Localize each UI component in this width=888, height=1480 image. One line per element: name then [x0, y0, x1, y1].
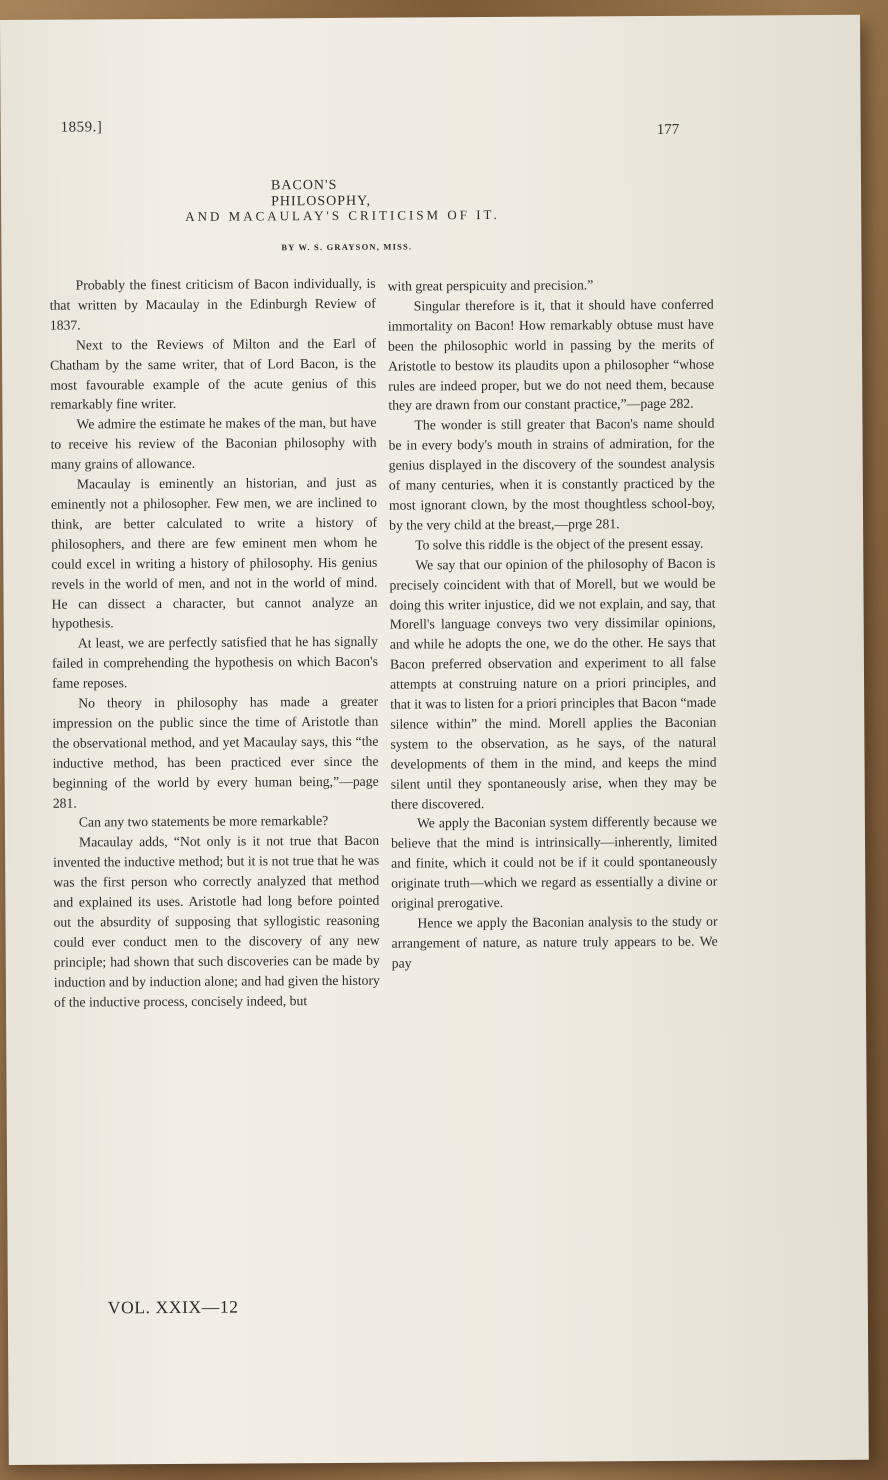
- paragraph: Singular therefore is it, that it should have conferred immortality on Bacon! How remarkably obtuse must have been the philosophic world in passing by the merits of Aristotle to bestow its plaudits upon a philosopher “whose rules are indeed proper, but we do not need them, because they are drawn from our constant practice,”—page 282.: [387, 296, 715, 414]
- paragraph: Can any two statements be more remarkable?: [78, 813, 329, 831]
- article-byline: BY W. S. GRAYSON, MISS.: [281, 241, 413, 253]
- paragraph: Macaulay adds, “Not only is it not true that Bacon invented the inductive method; but it is not true that he was was the first person who correctly analyzed that method and explained its uses. Aristotle had long before pointed out the absurdity of supposing that syllogistic reasoning could ever conduct men to the discovery of any new principle; had shown that such discoveries can be made by induction and by induction alone; and had given the history of the inductive process, concisely indeed, but: [53, 833, 380, 1010]
- paragraph: No theory in philosophy has made a greater impression on the public since the time of Aristotle than the observational method, and yet Macaulay says, this “the inductive method, has been practiced ever since the beginning of the world by every human being,”—page 281.: [52, 693, 379, 811]
- article-subtitle: AND MACAULAY'S CRITICISM OF IT.: [185, 206, 500, 224]
- paragraph: Macaulay is eminently an historian, and just as eminently not a philosopher. Few men, we are inclined to think, are better calculated to write a history of philosophers, and there are few eminent men whom he could excel in writing a history of philosophy. His genius revels in the world of men, and not in the world of mind. He can dissect a character, but cannot analyze an hypothesis.: [50, 474, 378, 632]
- page-number: 177: [656, 121, 680, 138]
- right-column: [388, 275, 718, 974]
- article-title: BACON'S PHILOSOPHY,: [270, 177, 371, 210]
- volume-signature: VOL. XXIX—12: [107, 1296, 239, 1318]
- paragraph: Probably the finest criticism of Bacon individually, is that written by Macaulay in the Edinburgh Review of 1837.: [49, 275, 376, 333]
- printed-page: [0, 15, 869, 1465]
- paragraph: At least, we are perfectly satisfied that he has signally failed in comprehending the hypothesis on which Bacon's fame reposes.: [51, 634, 378, 691]
- left-column: [50, 274, 380, 1013]
- paragraph: We say that our opinion of the philosophy of Bacon is precisely coincident with that of Morell, but we would be doing this writer injustice, did we not explain, and say, that Morell's language conveys two very dissimilar opinions, and while he adopts the one, we do the other. He says that Bacon preferred observation and experiment to all false attempts at construing nature on a priori principles, and that it was to listen for a priori principles that Bacon “made silence within” the mind. Morell applies the Baconian system to the observation, as he says, of the natural developments of them in the mind, and keeps the mind silent until they spontaneously arise, when they may be there discovered.: [389, 555, 717, 812]
- paragraph: To solve this riddle is the object of the present essay.: [415, 535, 704, 553]
- paragraph: Hence we apply the Baconian analysis to the study or arrangement of nature, as nature truly appears to be. We pay: [391, 913, 718, 971]
- paragraph: Next to the Reviews of Milton and the Earl of Chatham by the same writer, that of Lord Bacon, is the most favourable example of the acute genius of this remarkably fine writer.: [50, 335, 377, 413]
- paragraph: with great perspicuity and precision.”: [387, 277, 594, 294]
- paragraph: We apply the Baconian system differently because we believe that the mind is intrinsically—inherently, limited and finite, which it could not be if it could spontaneously originate truth—which we regard as essentially a divine or original prerogative.: [390, 814, 718, 911]
- paragraph: The wonder is still greater that Bacon's name should be in every body's mouth in strains of admiration, for the genius displayed in the discovery of the soundest analysis of many centuries, when it is constantly practiced by the most ignorant clown, by the most thoughtless school-boy, by the very child at the breast,—prge 281.: [388, 415, 716, 533]
- paragraph: We admire the estimate he makes of the man, but have to receive his review of the Baconian philosophy with many grains of allowance.: [50, 415, 377, 472]
- page-year: 1859.]: [60, 119, 103, 136]
